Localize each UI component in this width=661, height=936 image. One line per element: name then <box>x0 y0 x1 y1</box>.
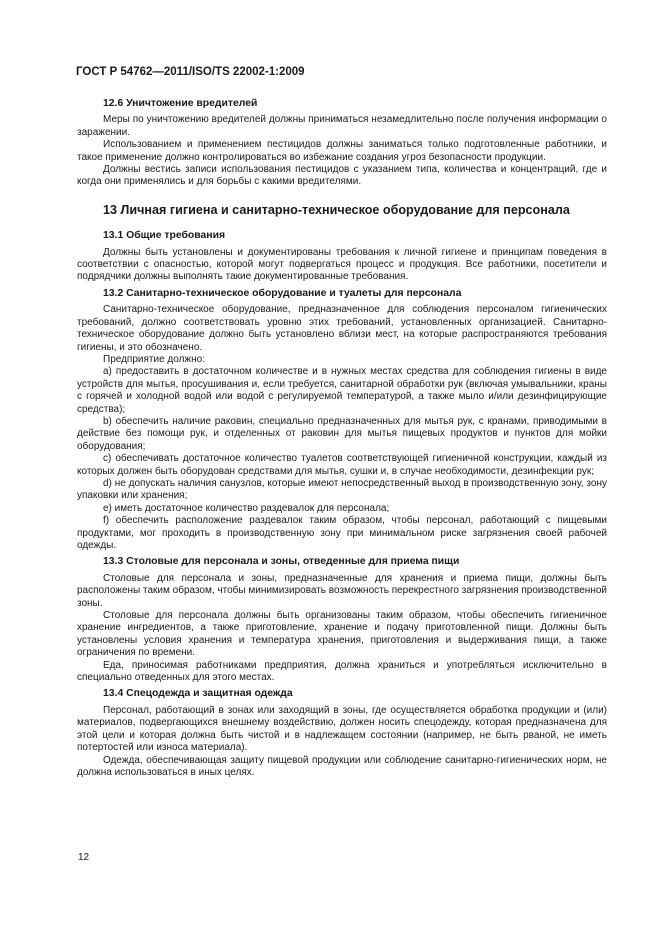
paragraph: Одежда, обеспечивающая защиту пищевой продукции или соблюдение санитарно-гигиенических норм, не должна использоваться в иных целях. <box>77 754 607 778</box>
paragraph: Должны быть установлены и документированы требования к личной гигиене и принципам поведения в соответствии с опасностью, которой могут подвергаться процесс и продукция. Все работники, посетители и подрядчики должны выполнять такие документированные требования. <box>77 246 607 283</box>
page-number: 12 <box>78 852 90 863</box>
paragraph: Персонал, работающий в зонах или заходящий в зоны, где осуществляется обработка продукции и (или) материалов, подвергающихся внешнему воздействию, должен носить спецодежду, которая предназначена для этой цели и которая должна быть чистой и в надлежащем состоянии (например, не быть рваной, не иметь потертостей или износа материала). <box>77 704 607 754</box>
paragraph: Предприятие должно: <box>103 353 205 365</box>
paragraph: Должны вестись записи использования пестицидов с указанием типа, количества и концентраций, где и когда они применялись и для борьбы с какими вредителями. <box>77 164 607 188</box>
paragraph: Меры по уничтожению вредителей должны приниматься незамедлительно после получения информации о заражении. <box>77 114 607 138</box>
paragraph: Еда, приносимая работниками предприятия, должна храниться и употребляться исключительно в специально отведенных для этого местах. <box>77 659 607 684</box>
section-13-1-title: 13.1 Общие требования <box>103 230 226 242</box>
list-item: b) обеспечить наличие раковин, специально предназначенных для мытья рук, с кранами, приводимыми в действие без помощи рук, и отделенных от раковин для мытья пищевых продуктов и пунктов для мойки оборудования; <box>77 415 607 452</box>
section-13-title: 13 Личная гигиена и санитарно-техническое оборудование для персонала <box>103 202 570 217</box>
paragraph: Санитарно-техническое оборудование, предназначенное для соблюдения персоналом гигиенических требований, должно соответствовать уровню этих требований, установленных организацией. Санитарно-техническое оборудование должно быть установлено вблизи мест, на которые распространяются требования гигиены, и это обозначено. <box>77 304 607 353</box>
paragraph: Столовые для персонала должны быть организованы таким образом, чтобы обеспечить гигиеничное хранение ингредиентов, а также приготовление, хранение и подачу приготовленной пищи. Должны быть установлены условия хранения и температура хранения, приготовления и выдерживания пищи, а также ограничения по времени. <box>77 610 607 659</box>
list-item: f) обеспечить расположение раздевалок таким образом, чтобы персонал, работающий с пищевыми продуктами, мог проходить в производственную зону при минимальном риске загрязнения своей рабочей одежды. <box>77 515 607 551</box>
paragraph: Столовые для персонала и зоны, предназначенные для хранения и приема пищи, должны быть расположены таким образом, чтобы минимизировать возможность перекрестного загрязнения производственной зоны. <box>77 572 607 609</box>
section-13-3-title: 13.3 Столовые для персонала и зоны, отведенные для приема пищи <box>103 556 460 568</box>
document-header: ГОСТ Р 54762—2011/ISO/TS 22002-1:2009 <box>76 66 305 78</box>
list-item: d) не допускать наличия санузлов, которые имеют непосредственный выход в производственную зону, зону упаковки или хранения; <box>77 477 607 502</box>
paragraph: Использованием и применением пестицидов должны заниматься только подготовленные работники, и такое применение должно контролироваться во избежание создания угроз безопасности продукции. <box>77 139 607 163</box>
list-item: c) обеспечивать достаточное количество туалетов соответствующей гигиеничной конструкции, каждый из которых должен быть оборудован средствами для мытья, сушки и, в случае необходимости, дезинфекции рук; <box>77 453 607 477</box>
section-12-6-title: 12.6 Уничтожение вредителей <box>103 98 258 109</box>
page-content <box>77 94 607 779</box>
section-13-2-title: 13.2 Санитарно-техническое оборудование и туалеты для персонала <box>103 287 462 299</box>
section-13-4-title: 13.4 Спецодежда и защитная одежда <box>103 688 293 700</box>
list-item: e) иметь достаточное количество раздевалок для персонала; <box>103 502 390 514</box>
list-item: a) предоставить в достаточном количестве и в нужных местах средства для соблюдения гигиены в виде устройств для мытья, просушивания и, если требуется, санитарной обработки рук (включая умывальники, краны с горячей и холодной водой или водой с регулируемой температурой, а также мыло и/или дезинфицирующие средства); <box>77 366 607 415</box>
